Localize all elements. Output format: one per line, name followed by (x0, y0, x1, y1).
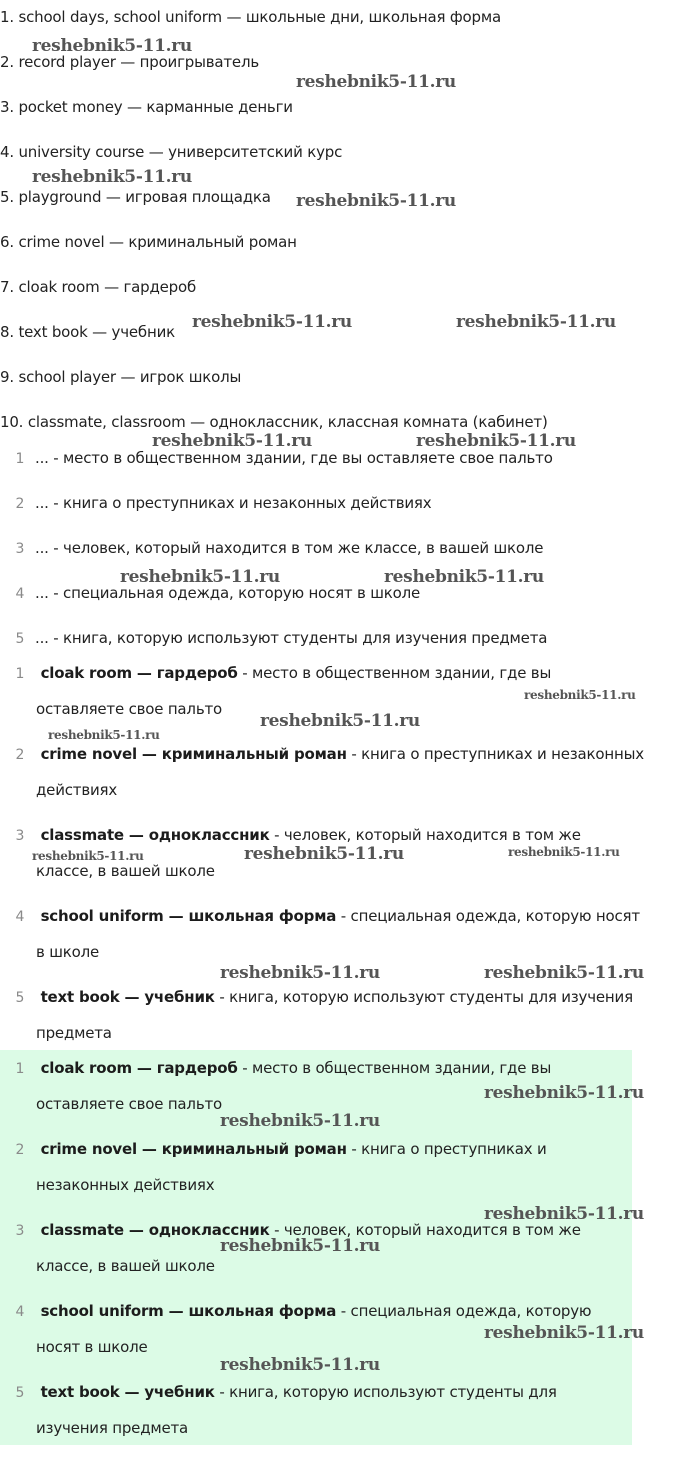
answer-definition: - книга, которую используют студенты для (214, 1383, 557, 1401)
watermark: reshebnik5-11.ru (220, 1355, 380, 1375)
list-number: 1 (15, 1061, 25, 1077)
list-number: 3 (15, 541, 25, 557)
list-number: 2 (15, 747, 25, 763)
word-pair: 10. classmate, classroom — одноклассник, классная комната (кабинет) (0, 413, 548, 431)
watermark: reshebnik5-11.ru (120, 567, 280, 587)
answer-term: cloak room — гардероб (40, 1059, 238, 1077)
answer-term: classmate — одноклассник (40, 1221, 270, 1239)
answer-term: school uniform — школьная форма (40, 1302, 337, 1320)
word-pair: 1. school days, school uniform — школьные дни, школьная форма (0, 8, 501, 26)
answer-definition: - место в общественном здании, где вы (237, 1059, 552, 1077)
list-number: 4 (15, 586, 25, 602)
word-pair: 2. record player — проигрыватель (0, 53, 259, 71)
list-number: 5 (15, 631, 25, 647)
answer-line (36, 664, 551, 682)
word-pair: 9. school player — игрок школы (0, 368, 242, 386)
list-number: 4 (15, 909, 25, 925)
list-number: 2 (15, 496, 25, 512)
answer-definition: - книга, которую используют студенты для изучения (214, 988, 633, 1006)
answer-term: text book — учебник (40, 988, 215, 1006)
watermark: reshebnik5-11.ru (484, 1204, 644, 1224)
answer-term: text book — учебник (40, 1383, 215, 1401)
list-number: 5 (15, 990, 25, 1006)
watermark: reshebnik5-11.ru (296, 191, 456, 211)
list-number: 1 (15, 666, 25, 682)
definition-text: ... - место в общественном здании, где вы оставляете свое пальто (35, 449, 553, 467)
answer-line-continued: классе, в вашей школе (36, 1257, 215, 1275)
answer-definition: - специальная одежда, которую носят (336, 907, 640, 925)
answer-line (36, 907, 640, 925)
answer-line-continued: незаконных действиях (36, 1176, 215, 1194)
answer-line (36, 745, 644, 763)
watermark: reshebnik5-11.ru (32, 36, 192, 56)
answer-line-continued: предмета (36, 1024, 112, 1042)
answer-term: cloak room — гардероб (40, 664, 238, 682)
list-number: 3 (15, 828, 25, 844)
answer-definition: - книга о преступниках и (346, 1140, 547, 1158)
watermark: reshebnik5-11.ru (48, 728, 160, 742)
watermark: reshebnik5-11.ru (456, 312, 616, 332)
answer-definition: - человек, который находится в том же (269, 826, 581, 844)
answer-line-continued: действиях (36, 781, 118, 799)
watermark: reshebnik5-11.ru (384, 567, 544, 587)
answer-definition: - место в общественном здании, где вы (237, 664, 552, 682)
answer-definition: - специальная одежда, которую (336, 1302, 592, 1320)
answer-line-continued: изучения предмета (36, 1419, 189, 1437)
answer-line (36, 1059, 551, 1077)
list-number: 4 (15, 1304, 25, 1320)
watermark: reshebnik5-11.ru (296, 72, 456, 92)
answer-line (36, 1383, 557, 1401)
word-pair: 4. university course — университетский курс (0, 143, 343, 161)
answer-line-continued: носят в школе (36, 1338, 148, 1356)
watermark: reshebnik5-11.ru (260, 711, 420, 731)
definition-text: ... - книга, которую используют студенты для изучения предмета (35, 629, 548, 647)
watermark: reshebnik5-11.ru (508, 845, 620, 859)
watermark: reshebnik5-11.ru (192, 312, 352, 332)
answer-line-continued: оставляете свое пальто (36, 1095, 222, 1113)
answer-term: crime novel — криминальный роман (40, 745, 347, 763)
word-pair: 8. text book — учебник (0, 323, 175, 341)
answer-line (36, 1140, 547, 1158)
watermark: reshebnik5-11.ru (220, 963, 380, 983)
answer-line-continued: оставляете свое пальто (36, 700, 222, 718)
watermark: reshebnik5-11.ru (484, 1323, 644, 1343)
list-number: 5 (15, 1385, 25, 1401)
word-pair: 6. crime novel — криминальный роман (0, 233, 297, 251)
watermark: reshebnik5-11.ru (220, 1111, 380, 1131)
list-number: 3 (15, 1223, 25, 1239)
definition-text: ... - специальная одежда, которую носят в школе (35, 584, 420, 602)
watermark: reshebnik5-11.ru (484, 1083, 644, 1103)
watermark: reshebnik5-11.ru (484, 963, 644, 983)
definition-text: ... - книга о преступниках и незаконных действиях (35, 494, 432, 512)
answer-term: school uniform — школьная форма (40, 907, 337, 925)
answer-term: classmate — одноклассник (40, 826, 270, 844)
answer-line (36, 826, 581, 844)
watermark: reshebnik5-11.ru (32, 167, 192, 187)
word-pair: 7. cloak room — гардероб (0, 278, 197, 296)
answer-definition: - человек, который находится в том же (269, 1221, 581, 1239)
answer-term: crime novel — криминальный роман (40, 1140, 347, 1158)
word-pair: 3. pocket money — карманные деньги (0, 98, 293, 116)
watermark: reshebnik5-11.ru (416, 431, 576, 451)
answer-line (36, 988, 633, 1006)
watermark: reshebnik5-11.ru (244, 844, 404, 864)
list-number: 2 (15, 1142, 25, 1158)
word-pair: 5. playground — игровая площадка (0, 188, 271, 206)
definition-text: ... - человек, который находится в том же классе, в вашей школе (35, 539, 544, 557)
watermark: reshebnik5-11.ru (32, 849, 144, 863)
answer-line-continued: в школе (36, 943, 99, 961)
watermark: reshebnik5-11.ru (152, 431, 312, 451)
answer-line (36, 1302, 591, 1320)
list-number: 1 (15, 451, 25, 467)
answer-definition: - книга о преступниках и незаконных (346, 745, 644, 763)
watermark: reshebnik5-11.ru (220, 1236, 380, 1256)
watermark: reshebnik5-11.ru (524, 688, 636, 702)
answer-line-continued: классе, в вашей школе (36, 862, 215, 880)
